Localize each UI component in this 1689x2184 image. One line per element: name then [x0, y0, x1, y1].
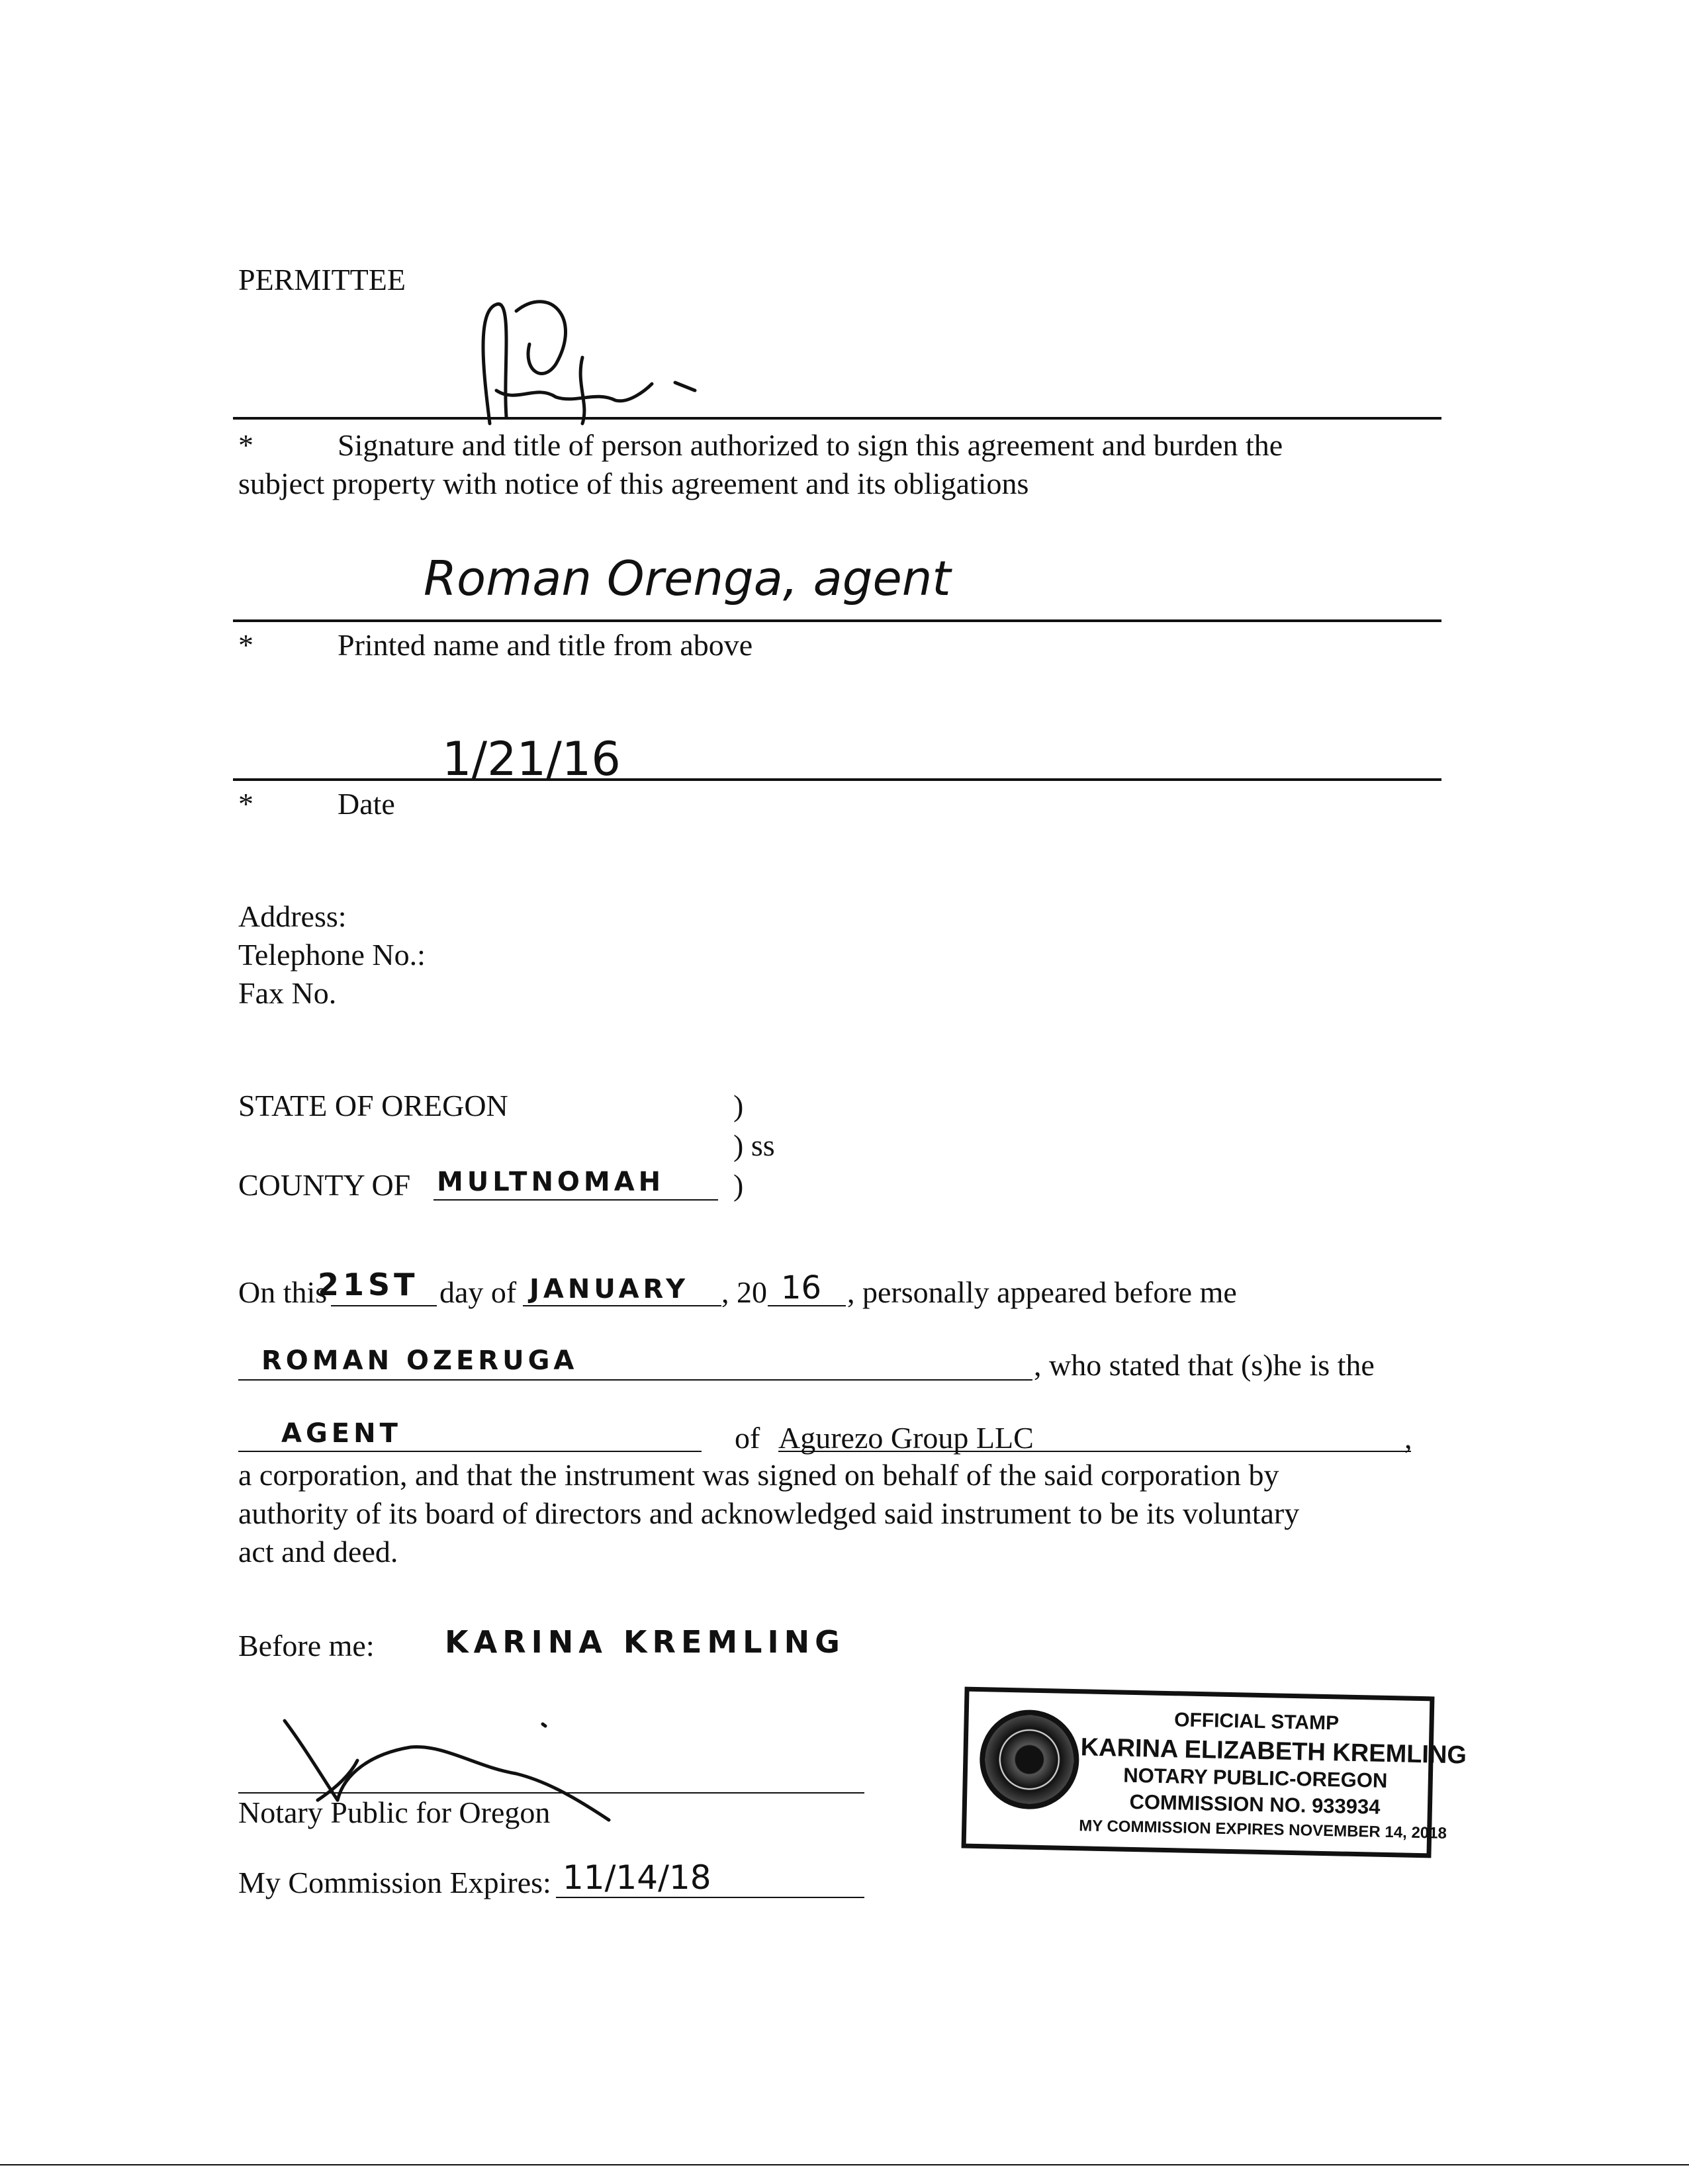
- person-line: [238, 1379, 1032, 1381]
- who-stated-text: , who stated that (s)he is the: [1034, 1348, 1375, 1382]
- title-handwritten: AGENT: [281, 1418, 402, 1449]
- ack-paragraph-line1: a corporation, and that the instrument was signed on behalf of the said corporation by: [238, 1458, 1279, 1492]
- signature-asterisk: *: [238, 428, 253, 462]
- of-text: of: [735, 1421, 760, 1455]
- day-of-text: day of: [439, 1275, 517, 1309]
- company-comma: ,: [1404, 1421, 1412, 1455]
- ack-paragraph-line2: authority of its board of directors and acknowledged said instrument to be its voluntary: [238, 1496, 1300, 1530]
- notary-signature-line: [238, 1792, 864, 1794]
- county-label: COUNTY OF: [238, 1168, 411, 1202]
- stamp-line3: NOTARY PUBLIC-OREGON: [1123, 1763, 1388, 1792]
- signature-caption-line2: subject property with notice of this agreement and its obligations: [238, 467, 1029, 500]
- notary-stamp: [962, 1687, 1467, 1858]
- county-line: [434, 1199, 718, 1201]
- year-handwritten: 16: [781, 1269, 822, 1306]
- county-handwritten: MULTNOMAH: [437, 1167, 665, 1197]
- state-label: STATE OF OREGON: [238, 1089, 508, 1122]
- commission-date-handwritten: 11/14/18: [563, 1858, 711, 1897]
- signature-caption-line1: Signature and title of person authorized to sign this agreement and burden the: [338, 428, 1283, 462]
- stamp-line5: MY COMMISSION EXPIRES NOVEMBER 14, 2018: [1078, 1817, 1447, 1843]
- date-asterisk: *: [238, 787, 253, 821]
- notary-seal-icon: [979, 1709, 1080, 1810]
- person-handwritten: ROMAN OZERUGA: [261, 1345, 578, 1376]
- company-name: Agurezo Group LLC: [778, 1421, 1034, 1455]
- printed-name-line: [233, 619, 1441, 622]
- ss-label: ) ss: [733, 1128, 775, 1162]
- date-handwritten: 1/21/16: [442, 732, 621, 786]
- permittee-signature: [477, 291, 702, 430]
- year-prefix: , 20: [721, 1275, 767, 1309]
- month-line: [523, 1305, 721, 1306]
- venue-paren-top: ): [733, 1089, 744, 1122]
- ack-paragraph-line3: act and deed.: [238, 1535, 398, 1569]
- fax-label: Fax No.: [238, 976, 337, 1010]
- date-caption: Date: [338, 787, 395, 821]
- venue-paren-bottom: ): [733, 1168, 744, 1202]
- telephone-label: Telephone No.:: [238, 938, 426, 972]
- address-label: Address:: [238, 899, 347, 933]
- notary-name-handwritten: KARINA KREMLING: [445, 1624, 845, 1660]
- permittee-heading: PERMITTEE: [238, 263, 406, 296]
- stamp-line2: KARINA ELIZABETH KREMLING: [1080, 1733, 1467, 1770]
- signature-line: [233, 417, 1441, 420]
- date-line: [233, 778, 1441, 781]
- notary-public-label: Notary Public for Oregon: [238, 1796, 551, 1829]
- day-handwritten: 21ST: [318, 1267, 419, 1302]
- page-bottom-edge: [0, 2164, 1689, 2165]
- commission-line: [556, 1897, 864, 1898]
- company-line: [778, 1451, 1411, 1452]
- month-handwritten: JANUARY: [529, 1274, 690, 1304]
- day-line: [331, 1305, 437, 1306]
- commission-label: My Commission Expires:: [238, 1866, 551, 1899]
- on-this-text: On this: [238, 1275, 328, 1309]
- stamp-line4: COMMISSION NO. 933934: [1129, 1790, 1381, 1819]
- stamp-line1: OFFICIAL STAMP: [1173, 1709, 1340, 1735]
- printed-name-caption: Printed name and title from above: [338, 628, 753, 662]
- title-line: [238, 1451, 702, 1452]
- printed-name-handwritten: Roman Orenga, agent: [424, 551, 951, 606]
- printed-name-asterisk: *: [238, 628, 253, 662]
- before-me-label: Before me:: [238, 1629, 375, 1662]
- appeared-text: , personally appeared before me: [847, 1275, 1237, 1309]
- year-line: [768, 1305, 846, 1306]
